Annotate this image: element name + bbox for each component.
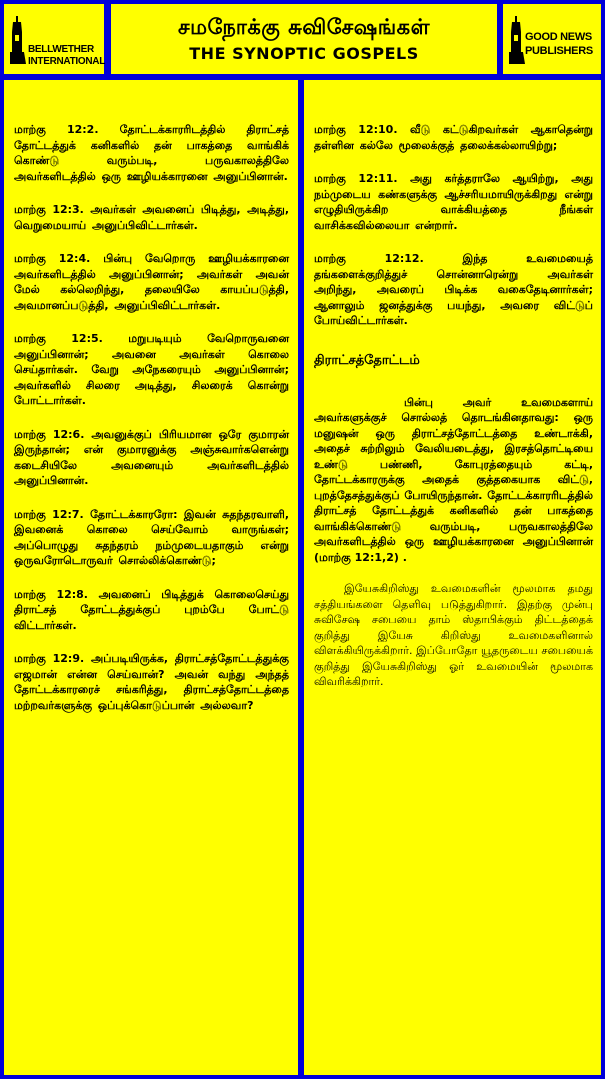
verse-12-8: மாற்கு 12:8. அவனைப் பிடித்துக் கொலைசெய்து திராட்சத் தோட்டத்துக்குப் புறம்பே போட்டு விட்டார்கள். <box>14 587 289 632</box>
parable-paragraph: பின்பு அவர் உவமைகளாய் அவர்களுக்குச் சொல்லத் தொடங்கினதாவது: ஒரு மனுஷன் ஒரு திராட்சத்தோட்டத்தை உண்டாக்கி, அதைச் சுற்றிலும் வேலியடைத்து, இரசத்தொட்டியை உண்டு பண்ணி, கோபுரத்தையும் கட்டி, தோட்டக்காரருக்கு அதைக் குத்தகையாக விட்டு, புறத்தேசத்துக்குப் போயிருந்தான். தோட்டக்காரரிடத்தில் திராட்சத் தோட்டத்துக் கனிகளில் தன் பாகத்தை வாங்கிக்கொண்டு வரும்படி, பருவகாலத்திலே அவர்களிடத்தில் ஒரு ஊழியக்காரனை அனுப்பினான் (மாற்கு 12:1,2) . <box>314 395 593 564</box>
commentary-paragraph: இயேசுகிறிஸ்து உவமைகளின் மூலமாக தமது சத்தியங்களை தெளிவு படுத்துகிறார். இதற்கு முன்பு சுவிசேஷ சபையை தாம் ஸ்தாபிக்கும் திட்டத்தைக் குறித்து இயேசு கிறிஸ்து உவமைகளினால் விளக்கியிருக்கிறார். இப்போதோ யூதருடைய சபையைக் குறித்து இயேசுகிறிஸ்து ஓர் உவமையின் மூலமாக விவரிக்கிறார். <box>314 582 593 688</box>
verse-12-4: மாற்கு 12:4. பின்பு வேறொரு ஊழியக்காரனை அவர்களிடத்தில் அனுப்பினான்; அவர்கள் அவன் மேல் கல்லெறிந்து, தலையிலே காயப்படுத்தி, அவமானப்படுத்தி, அனுப்பிவிட்டார்கள். <box>14 252 289 312</box>
verse-12-5: மாற்கு 12:5. மறுபடியும் வேறொருவனை அனுப்பினான்; அவனை அவர்கள் கொலை செய்தார்கள். வேறு அநேகரையும் அனுப்பினான்; அவர்களில் சிலரை அடித்து, சிலரைக் கொன்று போட்டார்கள். <box>14 332 289 407</box>
verse-12-12: மாற்கு 12:12. இந்த உவமையைத் தங்களைக்குறித்துச் சொன்னாரென்று அவர்கள் அறிந்து, அவரைப் பிடிக்க வகைதேடினார்கள்; ஆனாலும் ஜனத்துக்கு பயந்து, அவரை விட்டுப் போய்விட்டார்கள். <box>314 252 593 327</box>
right-column <box>304 80 601 1075</box>
verse-12-6: மாற்கு 12:6. அவனுக்குப் பிரியமான ஒரே குமாரன் இருந்தான்; என் குமாரனுக்கு அஞ்சுவார்களென்று கடைசியிலே அவனையும் அவர்களிடத்தில் அனுப்பினான். <box>14 427 289 487</box>
bellwether-logo-text: BELLWETHER INTERNATIONAL <box>28 44 106 67</box>
section-heading: திராட்சத்தோட்டம் <box>314 352 420 368</box>
good-news-logo-text: GOOD NEWS PUBLISHERS <box>525 31 593 57</box>
verse-12-10: மாற்கு 12:10. வீடு கட்டுகிறவர்கள் ஆகாதென்று தள்ளின கல்லே மூலைக்குத் தலைக்கல்லாயிற்று; <box>314 123 593 152</box>
verse-12-7: மாற்கு 12:7. தோட்டக்காரரோ: இவன் சுதந்தரவாளி, இவனைக் கொலை செய்வோம் வாருங்கள்; அப்பொழுது சுதந்தரம் நம்முடையதாகும் என்று ஒருவரோடொருவர் சொல்லிக்கொண்டு; <box>14 507 289 567</box>
verse-12-3: மாற்கு 12:3. அவர்கள் அவனைப் பிடித்து, அடித்து, வெறுமையாய் அனுப்பிவிட்டார்கள். <box>14 203 289 232</box>
good-news-logo <box>503 4 601 74</box>
left-column <box>4 80 298 1075</box>
title-english: THE SYNOPTIC GOSPELS <box>189 44 419 63</box>
verse-12-11: மாற்கு 12:11. அது கர்த்தராலே ஆயிற்று, அது நம்முடைய கண்களுக்கு ஆச்சரியமாயிருக்கிறது என்று எழுதியிருக்கிற வாக்கியத்தை நீங்கள் வாசிக்கவில்லையா என்றார். <box>314 172 593 232</box>
bell-tower-icon <box>10 16 26 64</box>
bell-tower-icon <box>509 16 525 64</box>
page-title <box>111 4 497 74</box>
bellwether-logo <box>4 4 104 74</box>
verse-12-2: மாற்கு 12:2. தோட்டக்காரரிடத்தில் திராட்சத் தோட்டத்துக் கனிகளில் தன் பாகத்தை வாங்கிக் கொண்டு வரும்படி, பருவகாலத்திலே அவர்களிடத்தில் ஒரு ஊழியக்காரனை அனுப்பினான். <box>14 123 289 183</box>
verse-12-9: மாற்கு 12:9. அப்படியிருக்க, திராட்சத்தோட்டத்துக்கு எஜமான் என்ன செய்வான்? அவன் வந்து அந்தத் தோட்டக்காரரைச் சங்கரித்து, திராட்சத்தோட்டத்தை மற்றவர்களுக்கு ஒப்புக்கொடுப்பான் அல்லவா? <box>14 652 289 712</box>
title-tamil: சமநோக்கு சுவிசேஷங்கள் <box>177 15 431 39</box>
